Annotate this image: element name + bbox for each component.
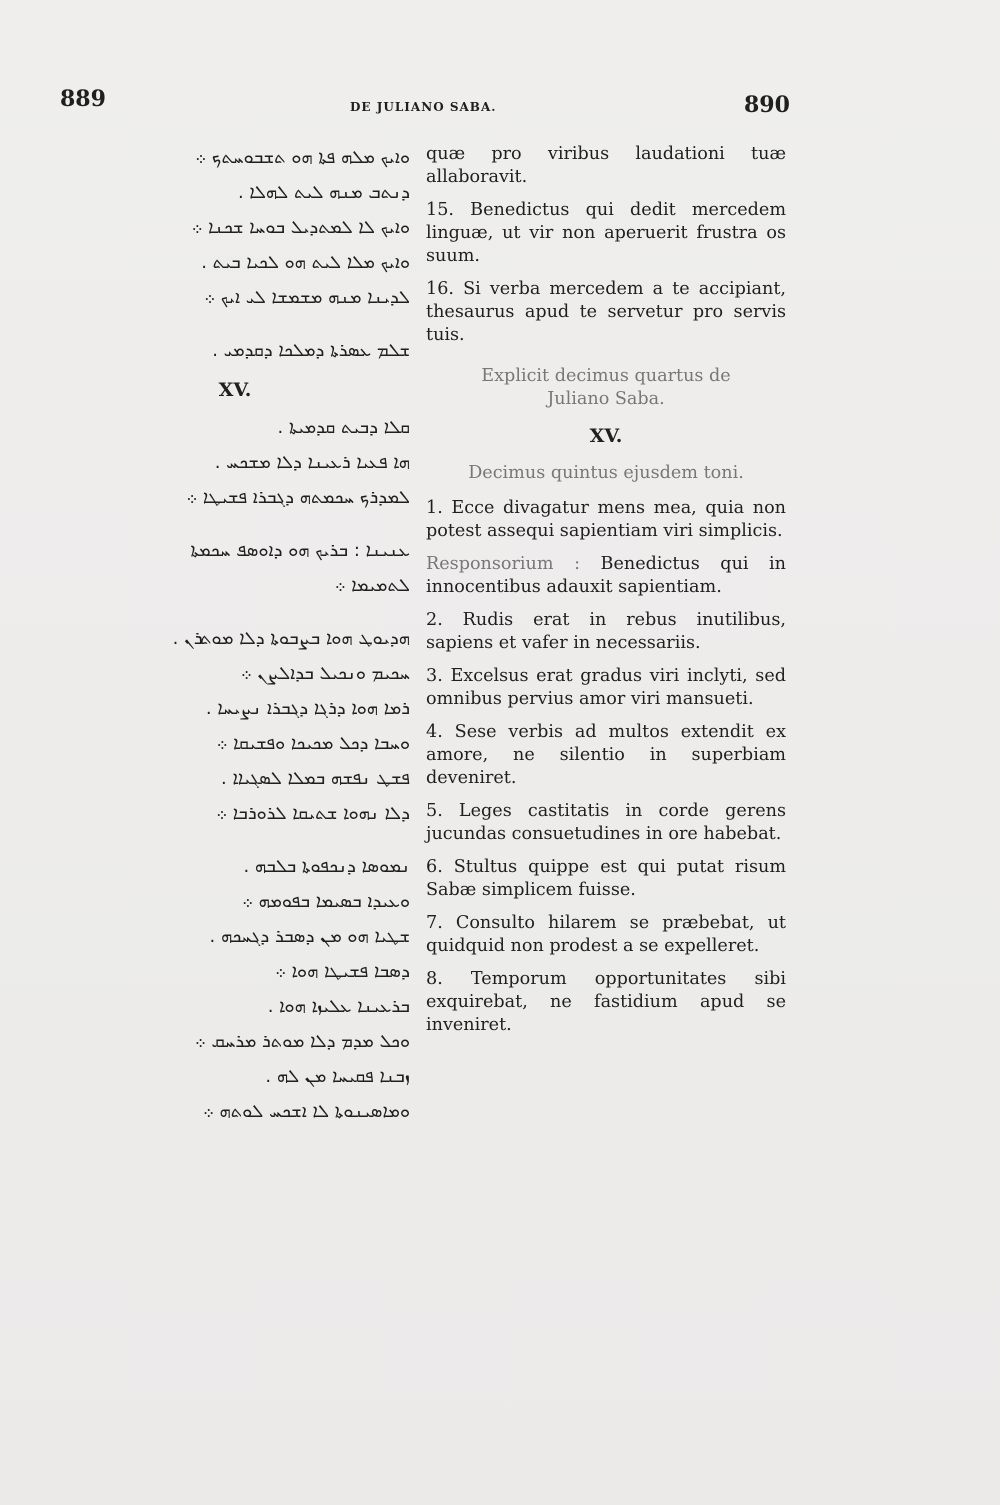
- syriac-line: ܪܡܐ ܗܘܐ ܕܪܓܐ ܕܓܒܪܐ ܢܨܝܚܐ .: [205, 698, 410, 719]
- syriac-line: ܘܥܝܕܐ ܒܤܝܡܐ ܒܦܘܡܗ ܀: [242, 891, 410, 912]
- verse-5: 5. Leges castitatis in corde gerens jucundas consuetudines in ore habebat.: [426, 801, 786, 844]
- verse-2: 2. Rudis erat in rebus inutilibus, sapiens et vafer in necessariis.: [426, 610, 786, 653]
- verse-15: 15. Benedictus qui dedit mercedem linguæ, ut vir non aperuerit frustra os suum.: [426, 200, 786, 266]
- responsorium-label: Responsorium :: [426, 554, 580, 574]
- syriac-line: ܗܐ ܦܥܝܐ ܪܥܝܢܐ ܕܠܐ ܡܫܟܚ .: [214, 452, 410, 473]
- syriac-line: ܕܤܒܐ ܦܫܝܛܐ ܗܘܐ ܀: [275, 961, 410, 982]
- verse-8: 8. Temporum opportunitates sibi exquirebat, ne fastidium apud se inveniret.: [426, 969, 786, 1035]
- page-number-left: 889: [60, 86, 106, 112]
- syriac-line: ܒܪܥܝܢܐ ܥܠܝܙܐ ܗܘܐ .: [267, 996, 410, 1017]
- explicit-note: [426, 365, 786, 411]
- verse-3: 3. Excelsus erat gradus viri inclyti, sed omnibus pervius amor viri mansueti.: [426, 666, 786, 709]
- verse-paragraph: quæ pro viribus laudationi tuæ allaboravit.: [426, 144, 786, 187]
- syriac-line: ܘܡܐܤܝܢܘܬܐ ܠܐ ܐܫܟܚ ܠܘܬܗ ܀: [202, 1101, 410, 1122]
- explicit-line: Juliano Saba.: [547, 389, 665, 409]
- running-head: DE JULIANO SABA.: [350, 100, 497, 114]
- syriac-line: ܦܫܛ ܢܦܫܗ ܒܡܠܐ ܠܣܓܝܐܐ .: [221, 768, 410, 789]
- syriac-line: ܘܐܝܟ ܡܠܗ ܦܬܐ ܗܘ ܬܫܒܘܚܬܟ ܀: [195, 147, 410, 168]
- spacer: [60, 315, 410, 333]
- section-heading-left: XV.: [218, 379, 252, 401]
- responsorium-text: Benedictus qui in innocentibus adauxit sapientiam.: [426, 554, 787, 597]
- latin-column: [426, 143, 786, 1047]
- verse-6: 6. Stultus quippe est qui putat risum Sabæ simplicem fuisse.: [426, 857, 786, 900]
- verse-4: 4. Sese verbis ad multos extendit ex amore, ne silentio in superbiam deveniret.: [426, 722, 786, 788]
- syriac-line: ܘܚܒܐ ܕܟܠ ܡܟܝܟܐ ܘܦܫܝܩܐ ܀: [216, 733, 410, 754]
- syriac-line: ܫܠܡ ܥܣܪܬܐ ܕܡܠܟܐ ܕܩܕܡܝ .: [212, 340, 410, 361]
- section-heading-right: XV.: [589, 425, 623, 447]
- syriac-line: ܢܡܘܤܐ ܕܢܟܦܘܬܐ ܒܠܒܗ .: [243, 856, 410, 877]
- page-number-right: 890: [744, 92, 790, 118]
- syriac-line: ܗܕܝܘܛ ܗܘܐ ܒܨܒܘܬܐ ܕܠܐ ܡܘܬܪܢ .: [172, 628, 410, 649]
- section-subtitle: Decimus quintus ejusdem toni.: [468, 463, 744, 483]
- syriac-line: ܠܡܕܪܟ ܚܟܡܬܗ ܕܓܒܪܐ ܦܫܝܛܐ ܀: [186, 487, 410, 508]
- spacer: [60, 831, 410, 849]
- syriac-line: ܘܟܠ ܡܕܡ ܕܠܐ ܡܘܬܪ ܡܪܚܩ ܀: [194, 1031, 410, 1052]
- syriac-line: ܥܢܝܢܐ : ܒܪܝܟ ܗܘ ܕܐܘܤܦ ܚܟܡܬܐ: [190, 540, 410, 561]
- explicit-line: Explicit decimus quartus de: [481, 366, 731, 386]
- syriac-line: ܙܒܢܐ ܦܩܝܚܐ ܡܢ ܠܗ .: [265, 1066, 410, 1087]
- syriac-column: [60, 140, 410, 1129]
- syriac-line: ܕܢܬܒ ܡܢܗ ܠܝܬ ܠܗܠܐ .: [237, 182, 410, 203]
- responsorium: [426, 553, 786, 599]
- spacer: [60, 603, 410, 621]
- syriac-line: ܘܐܝܟ ܡܠܐ ܠܝܬ ܗܘ ܠܟܝܐ ܒܝܬ .: [201, 252, 410, 273]
- syriac-line: ܘܐܝܟ ܠܐ ܠܡܬܕܝܠ ܒܘܚܐ ܫܟܢܐ ܀: [191, 217, 410, 238]
- syriac-line: ܫܛܝܐ ܗܘ ܡܢ ܕܤܒܪ ܕܓܚܟܗ .: [209, 926, 410, 947]
- syriac-line: ܕܠܐ ܢܗܘܐ ܫܬܝܩܐ ܠܪܘܪܒܐ ܀: [216, 803, 410, 824]
- syriac-line: ܠܕܝܢܐ ܡܢܗ ܡܫܡܫܐ ܠܝ ܐܝܟ ܀: [204, 287, 410, 308]
- verse-7: 7. Consulto hilarem se præbebat, ut quidquid non prodest a se expelleret.: [426, 913, 786, 956]
- verse-1: 1. Ecce divagatur mens mea, quia non potest assequi sapientiam viri simplicis.: [426, 498, 786, 541]
- verse-16: 16. Si verba mercedem a te accipiant, thesaurus apud te servetur pro servis tuis.: [426, 279, 786, 345]
- syriac-line: ܠܬܡܝܡܐ ܀: [334, 575, 410, 596]
- spacer: [60, 515, 410, 533]
- syriac-line: ܚܟܝܡ ܘܢܟܝܠ ܒܕܐܠܨܢ ܀: [240, 663, 410, 684]
- syriac-line: ܩܠܐ ܕܒܝܬ ܩܕܡܝܬܐ .: [277, 417, 410, 438]
